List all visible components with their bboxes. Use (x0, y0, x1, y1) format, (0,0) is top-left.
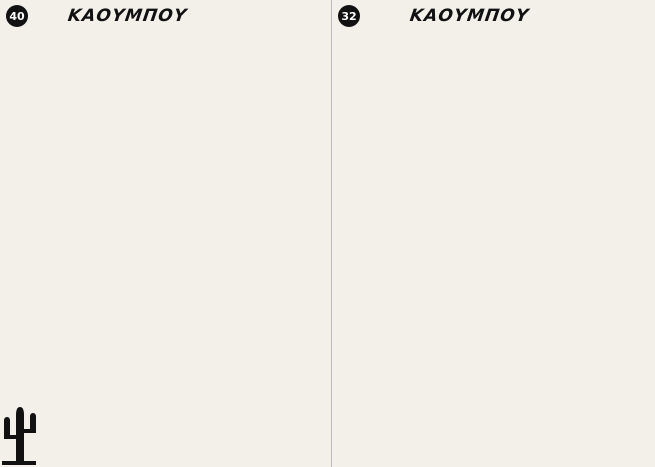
right-page (332, 0, 655, 467)
left-page-logo: ΚΑΟΥΜΠΟΥ (66, 6, 189, 26)
right-page-logo: ΚΑΟΥΜΠΟΥ (408, 6, 531, 26)
left-page-header (6, 4, 325, 28)
right-page-number: 32 (338, 5, 360, 27)
left-page-number: 40 (6, 5, 28, 27)
cactus-icon (2, 395, 36, 465)
right-page-header (338, 4, 649, 28)
